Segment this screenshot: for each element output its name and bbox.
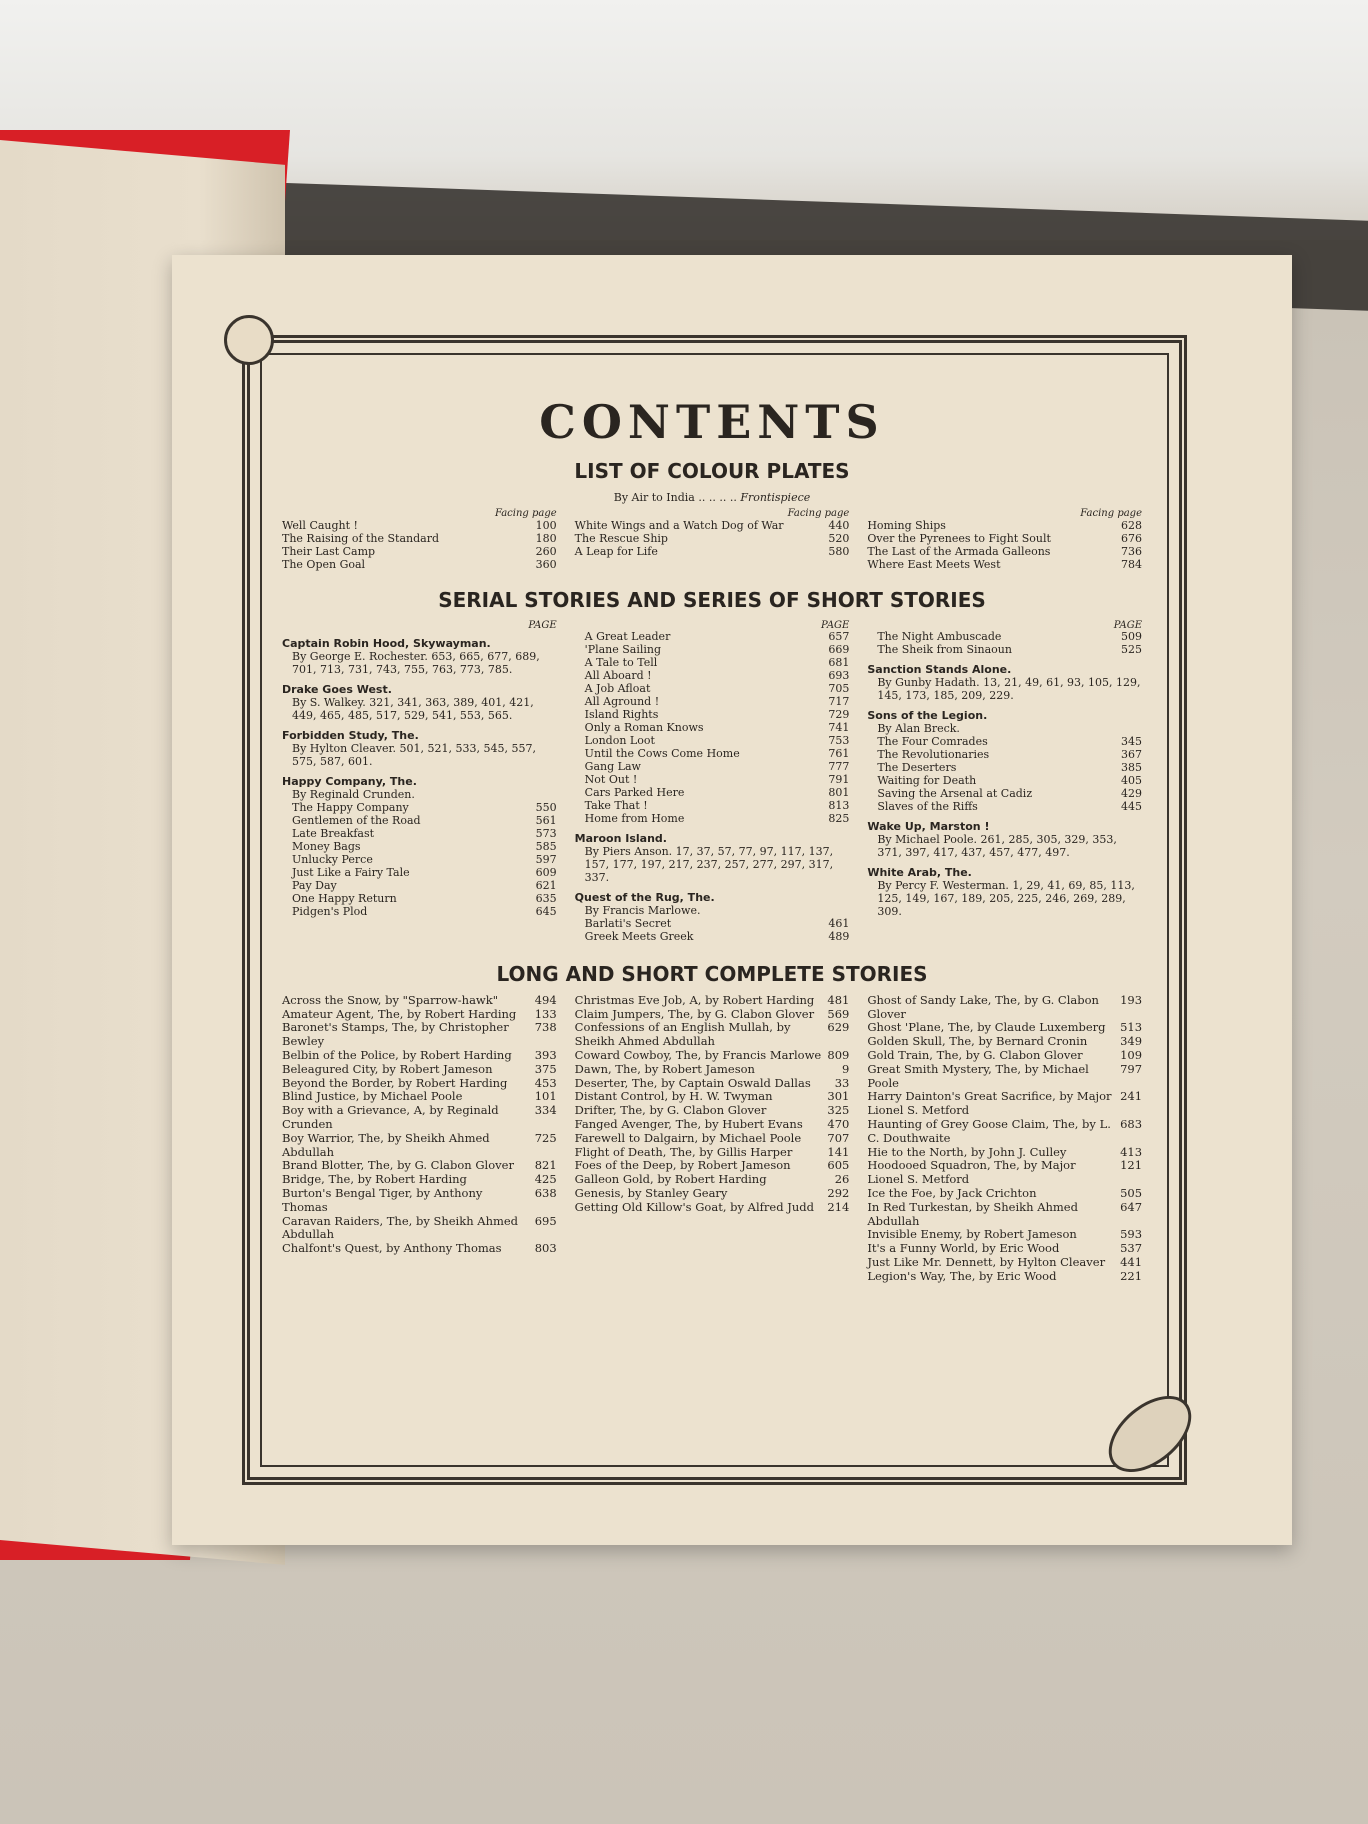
contents-text: CONTENTS LIST OF COLOUR PLATES By Air to India .. .. .. .. Frontispiece Facing page Well Caught ! 100 The Raising of the Standard 180 Their Last Camp 260 The Open Goal 360 Facing page White Wings and a Watch Dog of War 440 The Rescue Ship 520 A Leap for Life 580 Facing page Homing Ships 628 Over the Pyrenees to Fight Soult 676 The Last of the Armada Galleons 736 Where East Meets West 784 SERIAL STORIES AND SERIES OF SHORT STORIES PAGE Captain Robin Hood, Skywayman. By George E. Rochester. 653, 665, 677, 689, 701, 713, 731, 743, 755, 763, 773, 785. Drake Goes West. By S. Walkey. 321, 341, 363, 389, 401, 421, 449, 465, 485, 517, 529, 541, 553, 565. Forbidden Study, The. By Hylton Cleaver. 501, 521, 533, 545, 557, 575, 587, 601. Happy Company, The. By Reginald Crunden. The Happy Company 550 Gentlemen of the Road 561 Late Breakfast 573 Money Bags 585 Unlucky Perce 597 Just Like a Fairy Tale 609 Pay Day 621 One Happy Return 635 Pidgen's Plod 645 PAGE A Great Leader 657 'Plane Sailing 669 A Tale to Tell 681 All Aboard ! 693 A Job Afloat 705 All Aground ! 717 Island Rights 729 Only a Roman Knows 741 London Loot 753 Until the Cows Come Home 761 Gang Law 777 Not Out ! 791 Cars Parked Here 801 Take That ! 813 Home from Home 825 Maroon Island. By Piers Anson. 17, 37, 57, 77, 97, 117, 137, 157, 177, 197, 217, 237, 257, 277, 297, 317, 337. Quest of the Rug, The. By Francis Marlowe. Barlati's Secret 461 Greek Meets Greek 489 PAGE The Night Ambuscade 509 The Sheik from Sinaoun 525 Sanction Stands Alone. By Gunby Hadath. 13, 21, 49, 61, 93, 105, 129, 145, 173, 185, 209, 229. Sons of the Legion. By Alan Breck. The Four Comrades 345 The Revolutionaries 367 The Deserters 385 Waiting for Death 405 Saving the Arsenal at Cadiz 429 Slaves of the Riffs 445 Wake Up, Marston ! By Michael Poole. 261, 285, 305, 329, 353, 371, 397, 417, 437, 457, 477, 497. White Arab, The. By Percy F. Westerman. 1, 29, 41, 69, 85, 113, 125, 149, 167, 189, 205, 225, 246, 269, 289, 309. LONG AND SHORT COMPLETE STORIES Across the Snow, by "Sparrow-hawk" 494 Amateur Agent, The, by Robert Harding 133 Baronet's Stamps, The, by Christopher Bewley 738 Belbin of the Police, by Robert Harding 393 Beleagured City, by Robert Jameson 375 Beyond the Border, by Robert Harding 453 Blind Justice, by Michael Poole 101 Boy with a Grievance, A, by Reginald Crunden 334 Boy Warrior, The, by Sheikh Ahmed Abdullah 725 Brand Blotter, The, by G. Clabon Glover 821 Bridge, The, by Robert Harding 425 Burton's Bengal Tiger, by Anthony Thomas 638 Caravan Raiders, The, by Sheikh Ahmed Abdullah 695 Chalfont's Quest, by Anthony Thomas 803 Christmas Eve Job, A, by Robert Harding 481 Claim Jumpers, The, by G. Clabon Glover 569 Confessions of an English Mullah, by Sheikh Ahmed Abdullah 629 Coward Cowboy, The, by Francis Marlowe 809 Dawn, The, by Robert Jameson 9 Deserter, The, by Captain Oswald Dallas 33 Distant Control, by H. W. Twyman 301 Drifter, The, by G. Clabon Glover 325 Fanged Avenger, The, by Hubert Evans 470 Farewell to Dalgairn, by Michael Poole 707 Flight of Death, The, by Gillis Harper 141 Foes of the Deep, by Robert Jameson 605 Galleon Gold, by Robert Harding 26 Genesis, by Stanley Geary 292 Getting Old Killow's Goat, by Alfred Judd 214 Ghost of Sandy Lake, The, by G. Clabon Glover 193 Ghost 'Plane, The, by Claude Luxemberg 513 Golden Skull, The, by Bernard Cronin 349 Gold Train, The, by G. Clabon Glover 109 Great Smith Mystery, The, by Michael Poole 797 Harry Dainton's Great Sacrifice, by Major Lionel S. Metford 241 Haunting of Grey Goose Claim, The, by L. C. Douthwaite 683 Hie to the North, by John J. Culley 413 Hoodooed Squadron, The, by Major Lionel S. Metford 121 Ice the Foe, by Jack Crichton 505 In Red Turkestan, by Sheikh Ahmed Abdullah 647 Invisible Enemy, by Robert Jameson 593 It's a Funny World, by Eric Wood 537 Just Like Mr. Dennett, by Hylton Cleaver 441 Legion's Way, The, by Eric Wood 221 [282, 395, 1143, 1283]
serial-col-1 [282, 620, 557, 944]
plate-entry [282, 533, 557, 546]
entry-title: The Night Ambuscade [877, 630, 1002, 644]
entry-page: 193 [1120, 992, 1143, 1007]
entry-page: 645 [535, 904, 557, 918]
entry-title: Homing Ships [867, 518, 946, 532]
complete-story-entry [282, 1215, 557, 1243]
entry-title: Coward Cowboy, The, by Francis Marlowe [574, 1047, 822, 1062]
entry-title: Amateur Agent, The, by Robert Harding [282, 1006, 517, 1021]
complete-story-entry [575, 1201, 850, 1215]
complete-story-entry [575, 1090, 850, 1104]
complete-story-entry [867, 1187, 1142, 1201]
entry-page: 481 [827, 992, 850, 1007]
plate-entry [575, 520, 850, 533]
complete-story-entry [282, 1077, 557, 1091]
frontis-line: By Air to India [613, 491, 695, 504]
entry-page: 413 [1120, 1144, 1143, 1159]
entry-title: Barlati's Secret [584, 916, 672, 930]
facing-page-label: Facing page [1080, 508, 1143, 519]
serial-episode [575, 918, 850, 931]
complete-story-entry [575, 1021, 850, 1049]
entry-title: It's a Funny World, by Eric Wood [867, 1241, 1060, 1256]
complete-col-1 [282, 994, 557, 1284]
entry-title: Great Smith Mystery, The, by Michael Poole [867, 1061, 1089, 1090]
entry-page: 525 [1121, 643, 1143, 657]
complete-col-3 [867, 994, 1142, 1284]
entry-title: Christmas Eve Job, A, by Robert Harding [574, 992, 815, 1007]
entry-title: The Happy Company [292, 801, 409, 815]
page-label: PAGE [1113, 619, 1143, 631]
complete-story-entry [282, 1063, 557, 1077]
entry-page: 657 [828, 630, 850, 644]
serial-title: Sanction Stands Alone. [867, 663, 1012, 677]
entry-title: Take That ! [584, 799, 648, 813]
plates-list [282, 508, 1142, 572]
entry-title: Farewell to Dalgairn, by Michael Poole [574, 1130, 802, 1145]
entry-title: Only a Roman Knows [584, 721, 704, 735]
serial-author: By Hylton Cleaver. 501, 521, 533, 545, 557, 575, 587, 601. [292, 742, 536, 769]
entry-title: Over the Pyrenees to Fight Soult [867, 531, 1051, 545]
entry-title: Ice the Foe, by Jack Crichton [867, 1185, 1037, 1200]
complete-story-entry [282, 1008, 557, 1022]
entry-title: Blind Justice, by Michael Poole [282, 1089, 463, 1104]
entry-page: 301 [827, 1089, 850, 1104]
serial-episode [282, 893, 557, 906]
entry-page: 445 [1121, 800, 1143, 814]
entry-page: 629 [827, 1020, 850, 1035]
entry-page: 509 [1121, 630, 1143, 644]
entry-title: Caravan Raiders, The, by Sheikh Ahmed Abdullah [282, 1213, 519, 1242]
serial-author: By George E. Rochester. 653, 665, 677, 689, 701, 713, 731, 743, 755, 763, 773, 785. [292, 650, 540, 677]
entry-page: 180 [535, 531, 557, 545]
entry-page: 738 [534, 1020, 557, 1035]
plate-entry [282, 546, 557, 559]
complete-list [282, 994, 1142, 1284]
entry-page: 494 [534, 992, 557, 1007]
complete-story-entry [575, 994, 850, 1008]
serial-author: By Alan Breck. [877, 722, 960, 736]
serial-author: By Francis Marlowe. [584, 903, 701, 917]
entry-title: The Deserters [877, 761, 957, 775]
complete-story-entry [867, 1270, 1142, 1284]
frontis-label: Frontispiece [740, 491, 811, 504]
entry-title: A Job Afloat [584, 682, 651, 696]
entry-title: Pidgen's Plod [292, 904, 368, 918]
entry-page: 741 [828, 721, 850, 735]
entry-page: 569 [827, 1006, 850, 1021]
entry-title: Getting Old Killow's Goat, by Alfred Judd [574, 1199, 814, 1214]
entry-title: Pay Day [292, 878, 337, 892]
entry-page: 717 [828, 695, 850, 709]
entry-title: Flight of Death, The, by Gillis Harper [574, 1144, 793, 1159]
serial-author: By S. Walkey. 321, 341, 363, 389, 401, 421, 449, 465, 485, 517, 529, 541, 553, 565. [292, 696, 534, 723]
serial-list [282, 620, 1142, 944]
entry-title: Belbin of the Police, by Robert Harding [282, 1047, 512, 1062]
entry-page: 784 [1121, 557, 1143, 571]
entry-title: Gentlemen of the Road [292, 814, 421, 828]
complete-story-entry [867, 1256, 1142, 1270]
entry-page: 801 [828, 786, 850, 800]
complete-story-entry [575, 1077, 850, 1091]
complete-story-entry [867, 1228, 1142, 1242]
complete-story-entry [575, 1104, 850, 1118]
serial-title: Quest of the Rug, The. [574, 890, 715, 904]
entry-title: Greek Meets Greek [584, 929, 694, 943]
complete-story-entry [867, 1049, 1142, 1063]
entry-page: 695 [534, 1213, 557, 1228]
entry-title: Confessions of an English Mullah, by Sheikh Ahmed Abdullah [574, 1020, 791, 1049]
entry-page: 550 [535, 801, 557, 815]
plate-entry [867, 546, 1142, 559]
serial-author: By Gunby Hadath. 13, 21, 49, 61, 93, 105, 129, 145, 173, 185, 209, 229. [877, 676, 1141, 703]
complete-story-entry [867, 1035, 1142, 1049]
entry-title: Their Last Camp [282, 544, 376, 558]
entry-title: Gang Law [584, 760, 641, 774]
entry-title: Cars Parked Here [584, 786, 685, 800]
serial-title: Sons of the Legion. [867, 709, 988, 723]
entry-title: Genesis, by Stanley Geary [574, 1185, 728, 1200]
entry-title: The Last of the Armada Galleons [867, 544, 1051, 558]
entry-title: The Sheik from Sinaoun [877, 643, 1012, 657]
complete-story-entry [282, 1242, 557, 1256]
entry-page: 429 [1121, 787, 1143, 801]
entry-page: 681 [828, 656, 850, 670]
entry-title: Invisible Enemy, by Robert Jameson [867, 1227, 1077, 1242]
complete-story-entry [282, 1049, 557, 1063]
entry-page: 221 [1120, 1268, 1143, 1283]
entry-title: Home from Home [584, 812, 685, 826]
plate-entry [282, 559, 557, 572]
entry-page: 470 [827, 1116, 850, 1131]
entry-page: 375 [534, 1061, 557, 1076]
entry-title: Beyond the Border, by Robert Harding [282, 1075, 508, 1090]
complete-story-entry [867, 1063, 1142, 1091]
entry-title: Gold Train, The, by G. Clabon Glover [867, 1047, 1083, 1062]
entry-title: Beleagured City, by Robert Jameson [282, 1061, 493, 1076]
plate-entry [282, 520, 557, 533]
entry-page: 537 [1120, 1241, 1143, 1256]
entry-title: Dawn, The, by Robert Jameson [574, 1061, 755, 1076]
complete-story-entry [575, 1118, 850, 1132]
entry-title: Island Rights [584, 708, 659, 722]
entry-title: Distant Control, by H. W. Twyman [574, 1089, 773, 1104]
serial-episode [282, 906, 557, 919]
entry-page: 26 [834, 1172, 850, 1187]
entry-page: 683 [1120, 1116, 1143, 1131]
entry-title: Well Caught ! [282, 518, 358, 532]
serial-title: Happy Company, The. [282, 775, 417, 789]
entry-page: 803 [534, 1241, 557, 1256]
complete-story-entry [867, 1021, 1142, 1035]
complete-story-entry [867, 1146, 1142, 1160]
complete-story-entry [282, 1132, 557, 1160]
entry-title: Just Like a Fairy Tale [292, 865, 410, 879]
plates-heading: LIST OF COLOUR PLATES [574, 459, 850, 483]
entry-title: The Four Comrades [877, 735, 988, 749]
entry-page: 753 [828, 734, 850, 748]
entry-page: 825 [828, 812, 850, 826]
entry-page: 585 [535, 840, 557, 854]
entry-page: 367 [1121, 748, 1143, 762]
entry-page: 797 [1120, 1061, 1143, 1076]
complete-story-entry [575, 1187, 850, 1201]
facing-page-label: Facing page [787, 508, 850, 519]
entry-title: The Raising of the Standard [282, 531, 440, 545]
entry-page: 647 [1120, 1199, 1143, 1214]
plates-col-2 [575, 508, 850, 572]
complete-story-entry [282, 1090, 557, 1104]
entry-page: 580 [828, 544, 850, 558]
serial-author: By Reginald Crunden. [292, 788, 415, 802]
complete-story-entry [282, 1187, 557, 1215]
entry-title: Legion's Way, The, by Eric Wood [867, 1268, 1057, 1283]
entry-title: A Leap for Life [574, 544, 658, 558]
entry-title: Ghost of Sandy Lake, The, by G. Clabon Glover [867, 992, 1099, 1021]
entry-page: 133 [534, 1006, 557, 1021]
serial-author: By Michael Poole. 261, 285, 305, 329, 353, 371, 397, 417, 437, 457, 477, 497. [877, 833, 1117, 859]
entry-title: Fanged Avenger, The, by Hubert Evans [574, 1116, 803, 1131]
entry-title: Bridge, The, by Robert Harding [282, 1172, 467, 1187]
entry-page: 520 [828, 531, 850, 545]
entry-page: 241 [1120, 1089, 1143, 1104]
entry-page: 121 [1120, 1158, 1143, 1173]
entry-page: 461 [828, 916, 850, 930]
entry-title: Saving the Arsenal at Cadiz [877, 787, 1033, 801]
entry-title: The Rescue Ship [574, 531, 668, 545]
entry-page: 707 [827, 1130, 850, 1145]
facing-page-label: Facing page [494, 508, 557, 519]
plate-entry [867, 533, 1142, 546]
contents-page [172, 255, 1292, 1545]
serial-author: By Piers Anson. 17, 37, 57, 77, 97, 117, 137, 157, 177, 197, 217, 237, 257, 277, 297, 317, 337. [584, 844, 834, 884]
complete-heading: LONG AND SHORT COMPLETE STORIES [496, 961, 928, 986]
complete-story-entry [867, 1201, 1142, 1229]
entry-page: 561 [535, 814, 557, 828]
serial-episode [867, 801, 1142, 814]
entry-page: 440 [828, 518, 850, 532]
entry-page: 669 [828, 643, 850, 657]
entry-page: 109 [1120, 1047, 1143, 1062]
entry-page: 214 [827, 1199, 850, 1214]
entry-page: 573 [535, 827, 557, 841]
entry-page: 813 [828, 799, 850, 813]
entry-title: Haunting of Grey Goose Claim, The, by L. C. Douthwaite [867, 1116, 1111, 1145]
complete-story-entry [867, 1159, 1142, 1187]
entry-page: 345 [1121, 735, 1143, 749]
entry-title: Foes of the Deep, by Robert Jameson [574, 1158, 791, 1173]
entry-title: Drifter, The, by G. Clabon Glover [574, 1103, 767, 1118]
complete-story-entry [575, 1063, 850, 1077]
entry-page: 325 [827, 1103, 850, 1118]
entry-page: 100 [535, 518, 557, 532]
entry-title: 'Plane Sailing [584, 643, 662, 657]
entry-page: 628 [1121, 518, 1143, 532]
entry-title: Deserter, The, by Captain Oswald Dallas [574, 1075, 811, 1090]
page-label: PAGE [528, 619, 557, 631]
entry-page: 777 [828, 760, 850, 774]
serial-title: Wake Up, Marston ! [867, 820, 990, 834]
plates-col-1 [282, 508, 557, 572]
serial-episode [282, 880, 557, 893]
serial-col-2 [575, 620, 850, 944]
page-title: CONTENTS [539, 395, 885, 449]
entry-title: All Aground ! [584, 695, 660, 709]
entry-page: 349 [1120, 1034, 1143, 1049]
complete-story-entry [575, 1049, 850, 1063]
plates-col-3 [867, 508, 1142, 572]
entry-title: The Revolutionaries [877, 748, 990, 762]
entry-page: 693 [828, 669, 850, 683]
plate-entry [575, 533, 850, 546]
entry-page: 638 [534, 1185, 557, 1200]
entry-page: 453 [534, 1075, 557, 1090]
entry-page: 791 [828, 773, 850, 787]
entry-page: 441 [1120, 1254, 1143, 1269]
entry-page: 505 [1120, 1185, 1143, 1200]
entry-title: Waiting for Death [877, 774, 977, 788]
entry-page: 621 [535, 878, 557, 892]
entry-page: 425 [534, 1172, 557, 1187]
entry-page: 821 [534, 1158, 557, 1173]
entry-page: 809 [827, 1047, 850, 1062]
entry-title: Hoodooed Squadron, The, by Major Lionel S. Metford [867, 1158, 1076, 1187]
entry-title: Slaves of the Riffs [877, 800, 978, 814]
entry-title: Boy with a Grievance, A, by Reginald Crunden [282, 1103, 499, 1131]
serial-episode [867, 644, 1142, 657]
complete-story-entry [575, 1146, 850, 1160]
entry-page: 260 [535, 544, 557, 558]
complete-story-entry [282, 994, 557, 1008]
complete-story-entry [867, 994, 1142, 1022]
entry-title: Not Out ! [584, 773, 638, 787]
entry-title: Hie to the North, by John J. Culley [867, 1144, 1067, 1159]
entry-title: Just Like Mr. Dennett, by Hylton Cleaver [867, 1254, 1106, 1269]
serial-title: Maroon Island. [574, 832, 667, 845]
entry-title: Money Bags [292, 840, 361, 854]
complete-story-entry [575, 1132, 850, 1146]
entry-title: In Red Turkestan, by Sheikh Ahmed Abdullah [867, 1199, 1078, 1228]
complete-col-2 [575, 994, 850, 1284]
entry-page: 729 [828, 708, 850, 722]
entry-title: The Open Goal [282, 557, 366, 571]
plate-entry [867, 520, 1142, 533]
entry-page: 292 [827, 1185, 850, 1200]
entry-page: 9 [842, 1061, 850, 1076]
entry-title: Golden Skull, The, by Bernard Cronin [867, 1034, 1088, 1049]
complete-story-entry [282, 1021, 557, 1049]
entry-title: A Tale to Tell [584, 656, 658, 670]
entry-page: 513 [1120, 1020, 1143, 1035]
entry-title: Ghost 'Plane, The, by Claude Luxemberg [867, 1020, 1106, 1035]
serial-title: Drake Goes West. [282, 683, 392, 697]
entry-title: Brand Blotter, The, by G. Clabon Glover [282, 1158, 514, 1173]
complete-story-entry [282, 1173, 557, 1187]
entry-title: Until the Cows Come Home [584, 747, 740, 761]
complete-story-entry [575, 1159, 850, 1173]
entry-page: 489 [828, 929, 850, 943]
entry-title: Galleon Gold, by Robert Harding [574, 1172, 767, 1187]
entry-page: 609 [535, 865, 557, 879]
entry-page: 605 [827, 1158, 850, 1173]
serial-heading: SERIAL STORIES AND SERIES OF SHORT STORIES [438, 587, 986, 612]
serial-col-3 [867, 620, 1142, 944]
entry-page: 676 [1121, 531, 1143, 545]
plate-entry [575, 546, 850, 559]
entry-page: 593 [1120, 1227, 1143, 1242]
entry-title: White Wings and a Watch Dog of War [574, 518, 784, 532]
entry-title: Boy Warrior, The, by Sheikh Ahmed Abdullah [282, 1130, 490, 1159]
complete-story-entry [282, 1104, 557, 1132]
entry-title: Chalfont's Quest, by Anthony Thomas [282, 1241, 502, 1256]
complete-story-entry [867, 1090, 1142, 1118]
plate-entry [867, 559, 1142, 572]
entry-title: Harry Dainton's Great Sacrifice, by Major Lionel S. Metford [867, 1089, 1112, 1118]
entry-title: A Great Leader [584, 630, 671, 644]
entry-title: Where East Meets West [867, 557, 1001, 571]
entry-page: 597 [535, 853, 557, 866]
serial-title: White Arab, The. [867, 865, 972, 879]
entry-title: One Happy Return [292, 891, 397, 905]
complete-story-entry [575, 1008, 850, 1022]
serial-title: Forbidden Study, The. [282, 729, 419, 743]
entry-title: All Aboard ! [584, 669, 652, 683]
entry-page: 635 [535, 891, 557, 905]
entry-title: Baronet's Stamps, The, by Christopher Bewley [282, 1020, 509, 1049]
entry-page: 334 [534, 1103, 557, 1118]
complete-story-entry [575, 1173, 850, 1187]
entry-page: 736 [1121, 544, 1143, 558]
serial-episode [282, 867, 557, 880]
entry-page: 761 [828, 747, 850, 761]
entry-page: 405 [1121, 774, 1143, 788]
complete-story-entry [282, 1159, 557, 1173]
complete-story-entry [867, 1242, 1142, 1256]
entry-title: London Loot [584, 734, 655, 748]
serial-author: By Percy F. Westerman. 1, 29, 41, 69, 85, 113, 125, 149, 167, 189, 205, 225, 246, 269, 289, 309. [877, 878, 1135, 918]
entry-page: 141 [827, 1144, 850, 1159]
entry-page: 393 [534, 1047, 557, 1062]
entry-page: 101 [534, 1089, 557, 1104]
entry-page: 385 [1121, 761, 1143, 775]
entry-title: Claim Jumpers, The, by G. Clabon Glover [574, 1006, 815, 1021]
serial-title: Captain Robin Hood, Skywayman. [282, 637, 491, 651]
complete-story-entry [867, 1118, 1142, 1146]
entry-page: 705 [828, 682, 850, 696]
entry-title: Unlucky Perce [292, 853, 373, 866]
football-ornament-icon [224, 315, 274, 365]
entry-page: 725 [534, 1130, 557, 1145]
serial-episode [575, 813, 850, 826]
entry-title: Burton's Bengal Tiger, by Anthony Thomas [282, 1185, 483, 1214]
entry-title: Late Breakfast [292, 827, 375, 841]
entry-page: 360 [535, 557, 557, 571]
entry-page: 33 [834, 1075, 850, 1090]
serial-episode [575, 931, 850, 944]
page-label: PAGE [821, 619, 850, 631]
entry-title: Across the Snow, by "Sparrow-hawk" [282, 992, 499, 1007]
